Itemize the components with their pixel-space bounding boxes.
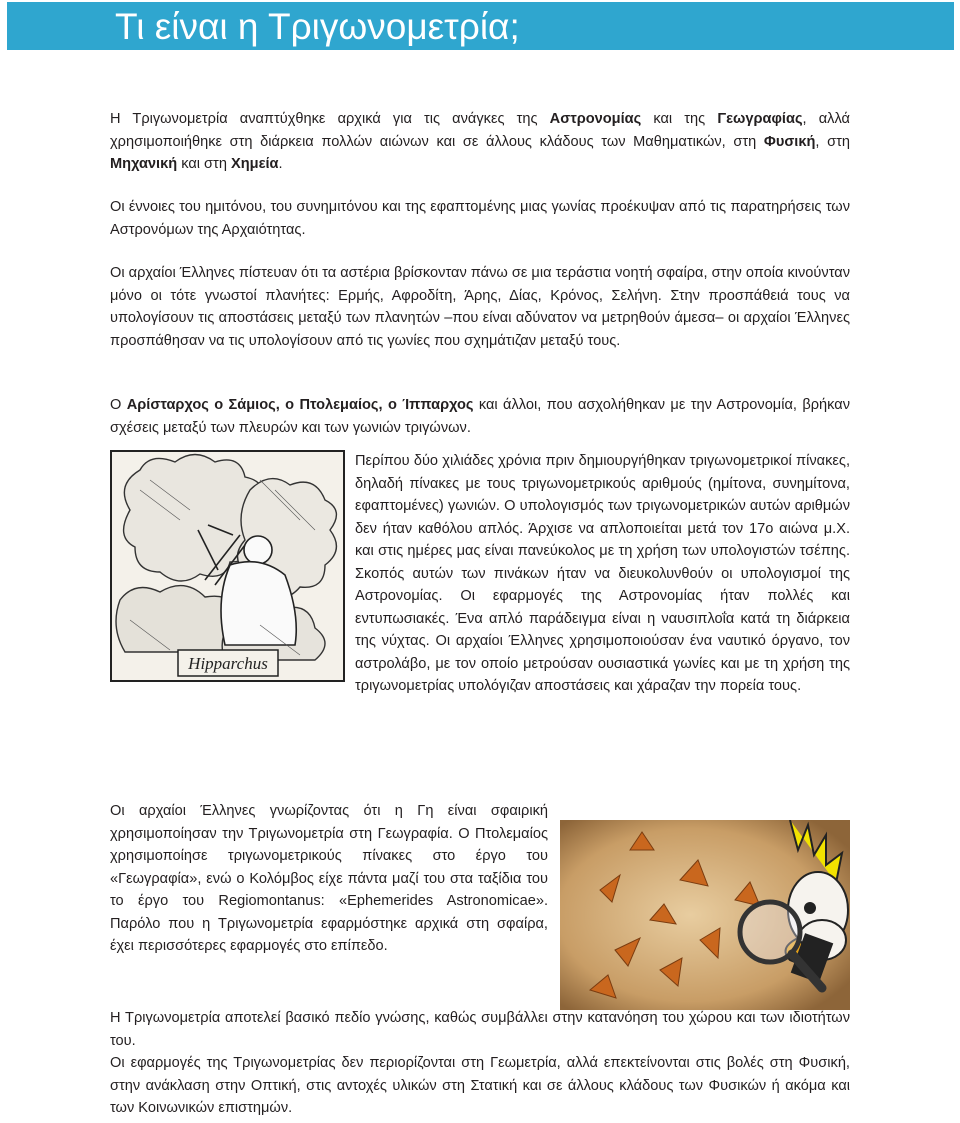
text: Ο	[110, 397, 127, 413]
text: , στη	[815, 133, 850, 150]
text: Οι αρχαίοι Έλληνες γνωρίζοντας ότι η Γη είναι σφαιρική χρησιμοποίησαν την Τριγωνομετρία στη Γεωγραφία. Ο Πτολεμαίος χρησιμοποίησε τριγωνομετρικούς πίνακες στο έργο του «Γεωγραφία», ενώ ο Κολόμβος είχε πάντα μαζί του στα ταξίδια του το έργο του Regiomontanus: «Ephemerides Astronomicae». Παρόλο που η Τριγωνομετρία εφαρμόστηκε αρχικά στη σφαίρα, έχει περισσότερες εφαρμογές στο επίπεδο.	[110, 803, 548, 954]
paragraph-concepts: Οι έννοιες του ημιτόνου, του συνημιτόνου και της εφαπτομένης μιας γωνίας προέκυψαν από τις παρατηρήσεις των Αστρονόμων της Αρχαιότητας.	[110, 199, 850, 238]
text: .	[278, 156, 283, 172]
closing-line-1: Η Τριγωνομετρία αποτελεί βασικό πεδίο γνώσης, καθώς συμβάλλει στην κατανόηση του χώρου και των ιδιοτήτων του.	[110, 1010, 850, 1049]
paragraph-ancient-greeks: Οι αρχαίοι Έλληνες πίστευαν ότι τα αστέρια βρίσκονταν πάνω σε μια τεράστια νοητή σφαίρα, στην οποία κινούνταν μόνο οι τότε γνωστοί πλανήτες: Ερμής, Αφροδίτη, Άρης, Δίας, Κρόνος, Σελήνη. Στην προσπάθειά τους να υπολογίσουν τις αποστάσεις μεταξύ των πλανητών –που είναι αδύνατον να μετρηθούν άμεσα– οι αρχαίοι Έλληνες προσπάθησαν να τις υπολογίσουν από τις γωνίες που σχημάτιζαν μεταξύ τους.	[110, 265, 850, 349]
text: και της	[641, 111, 718, 127]
text: Η Τριγωνομετρία αναπτύχθηκε αρχικά για τις ανάγκες της	[110, 111, 550, 127]
cave-triangles-illustration	[560, 820, 850, 1010]
text: Περίπου δύο χιλιάδες χρόνια πριν δημιουργήθηκαν τριγωνομετρικοί πίνακες, δηλαδή πίνακες με τους τριγωνομετρικούς αριθμούς (ημίτονα, συνημίτονα, εφαπτομένες) γωνιών. Ο υπολογισμός των τριγωνομετρικών αυτών αριθμών δεν ήταν καθόλου απλός. Άρχισε να απλοποιείται μετά τον 17ο αιώνα μ.Χ. και στις ημέρες μας είναι πανεύκολος με τη χρήση των υπολογιστών τσέπης. Σκοπός αυτών των πινάκων ήταν να διευκολυνθούν οι υπολογισμοί της Αστρονομίας. Οι εφαρμογές της Αστρονομίας ήταν πολλές και εντυπωσιακές. Ένα απλό παράδειγμα είναι η ναυσιπλοΐα κατά τη διάρκεια της νύχτας. Οι αρχαίοι Έλληνες χρησιμοποιούσαν ένα ναυτικό όργανο, τον αστρολάβο, με τον οποίο μετρούσαν ουσιαστικά γωνίες και με τη χρήση της τριγωνομετρίας υπολόγιζαν αποστάσεις και χάραζαν την πορεία τους.	[355, 453, 850, 694]
hipparchus-illustration	[110, 450, 345, 682]
text: και στη	[177, 156, 231, 172]
title-bar	[7, 2, 954, 50]
bold-term: Αστρονομίας	[549, 111, 642, 127]
bold-term: Χημεία	[231, 156, 279, 172]
paragraph-astronomers	[110, 394, 850, 439]
text: και άλλοι, που ασχολήθηκαν με την Αστρονομία, βρήκαν σχέσεις μεταξύ των πλευρών και των γωνιών τριγώνων.	[110, 397, 850, 436]
bold-term: Γεωγραφίας	[717, 111, 803, 127]
paragraph-tables	[110, 450, 850, 698]
bold-names: Αρίσταρχος ο Σάμιος, ο Πτολεμαίος, ο Ίππαρχος	[126, 397, 474, 413]
paragraph-geography	[110, 800, 850, 1014]
bold-term: Φυσική	[763, 133, 816, 150]
paragraph-intro	[110, 108, 850, 176]
hipparchus-caption: Hipparchus	[188, 654, 268, 673]
paragraph-closing	[110, 1007, 850, 1120]
closing-line-2: Οι εφαρμογές της Τριγωνομετρίας δεν περιορίζονται στη Γεωμετρία, αλλά επεκτείνονται στις βολές στη Φυσική, στην ανάκλαση στην Οπτική, στις αντοχές υλικών στη Στατική και σε άλλους κλάδους των Φυσικών ή ακόμα και των Κοινωνικών επιστημών.	[110, 1055, 850, 1116]
bold-term: Μηχανική	[110, 156, 178, 172]
text: , αλλά χρησιμοποιήθηκε στη διάρκεια πολλών αιώνων και σε άλλους κλάδους των Μαθηματικών, στη	[110, 111, 850, 150]
page-title: Τι είναι η Τριγωνομετρία;	[115, 6, 520, 47]
